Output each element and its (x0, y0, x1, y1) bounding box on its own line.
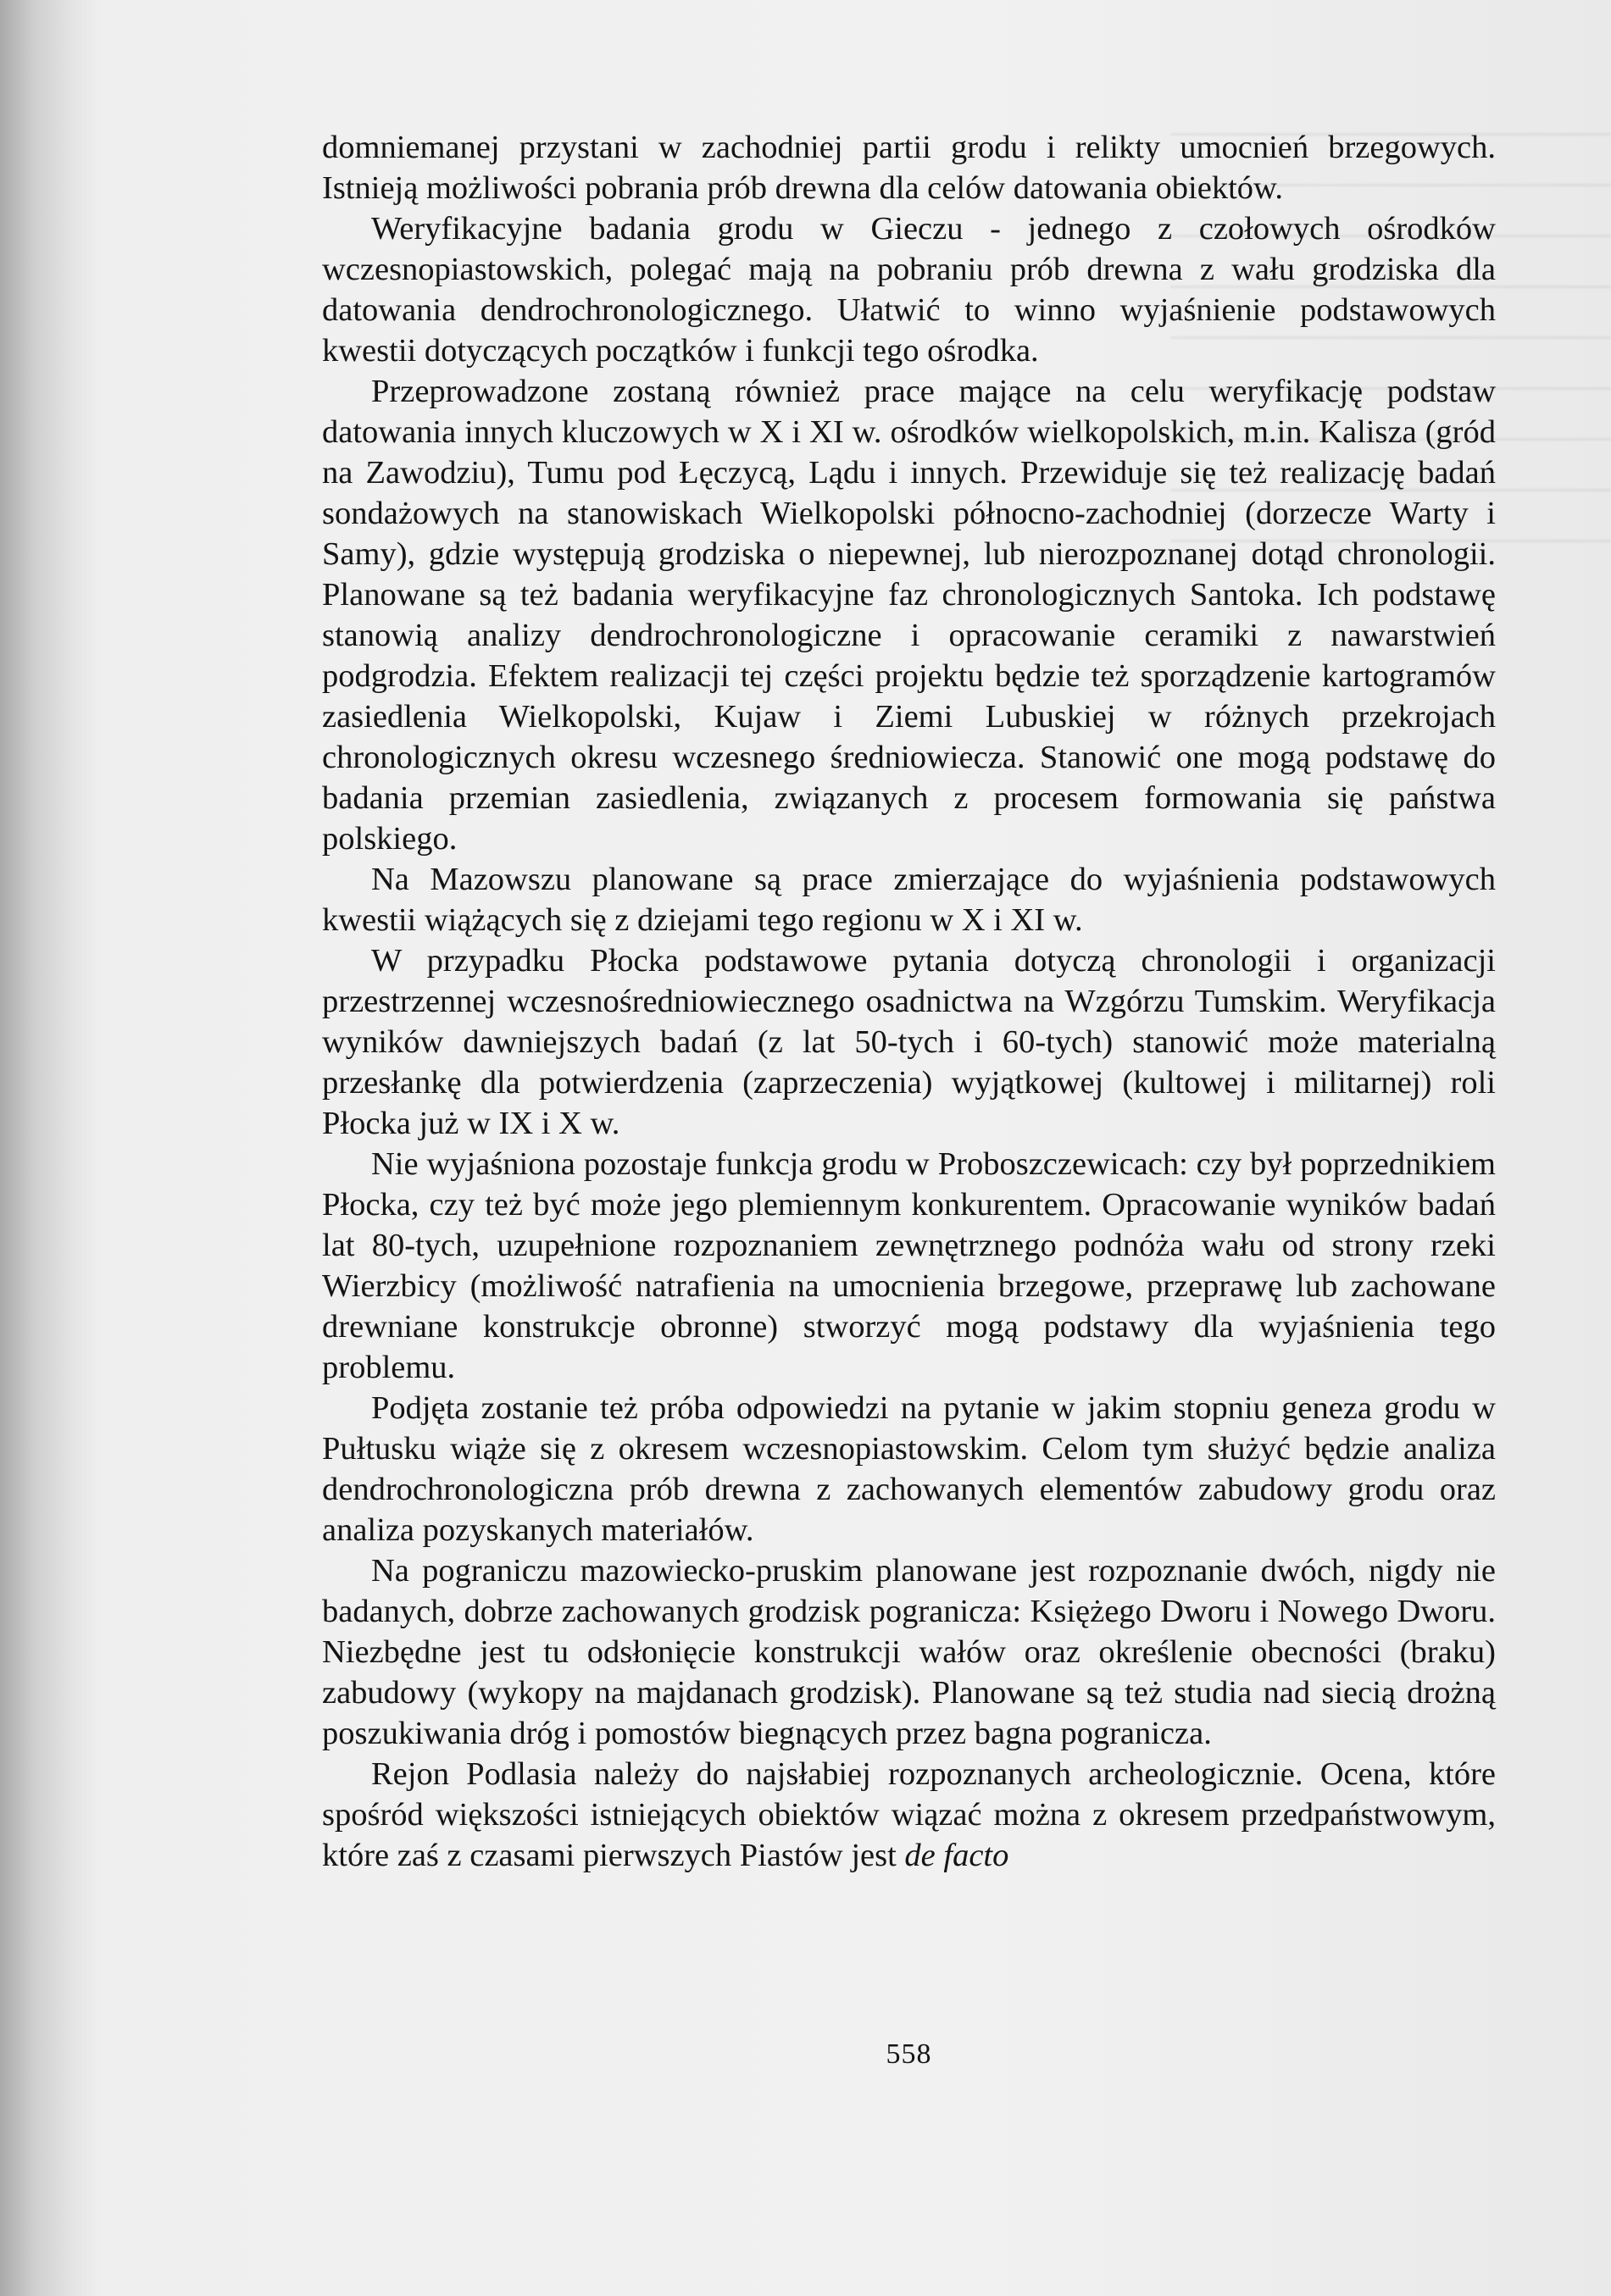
paragraph-1: domniemanej przystani w zachodniej partii grodu i relikty umocnień brzegowych. Istnieją możliwości pobrania prób drewna dla celów datowania obiektów. (322, 130, 1496, 206)
document-page (322, 127, 1496, 2177)
paragraph-6: Nie wyjaśniona pozostaje funkcja grodu w Proboszczewicach: czy był poprzednikiem Płocka, czy też być może jego plemiennym konkurentem. Opracowanie wyników badań lat 80-tych, uzupełnione rozpoznaniem zewnętrznego podnóża wału od strony rzeki Wierzbicy (możliwość natrafienia na umocnienia brzegowe, przeprawę lub zachowane drewniane konstrukcje obronne) stworzyć mogą podstawy dla wyjaśnienia tego problemu. (322, 1146, 1496, 1385)
paragraph-4: Na Mazowszu planowane są prace zmierzające do wyjaśnienia podstawowych kwestii wiążących się z dziejami tego regionu w X i XI w. (322, 862, 1496, 938)
paragraph-9 (322, 1754, 1496, 1876)
paragraph-2: Weryfikacyjne badania grodu w Gieczu - jednego z czołowych ośrodków wczesnopiastowskich, polegać mają na pobraniu prób drewna z wału grodziska dla datowania dendrochronologicznego. Ułatwić to winno wyjaśnienie podstawowych kwestii dotyczących początków i funkcji tego ośrodka. (322, 211, 1496, 369)
page-number: 558 (886, 2038, 932, 2070)
paragraph-9-text: Rejon Podlasia należy do najsłabiej rozpoznanych archeologicznie. Ocena, które spośród większości istniejących obiektów wiązać można z okresem przedpaństwowym, które zaś z czasami pierwszych Piastów jest (322, 1756, 1496, 1873)
paragraph-3: Przeprowadzone zostaną również prace mające na celu weryfikację podstaw datowania innych kluczowych w X i XI w. ośrodków wielkopolskich, m.in. Kalisza (gród na Zawodziu), Tumu pod Łęczycą, Lądu i innych. Przewiduje się też realizację badań sondażowych na stanowiskach Wielkopolski północno-zachodniej (dorzecze Warty i Samy), gdzie występują grodziska o niepewnej, lub nierozpoznanej dotąd chronologii. Planowane są też badania weryfikacyjne faz chronologicznych Santoka. Ich podstawę stanowią analizy dendrochronologiczne i opracowanie ceramiki z nawarstwień podgrodzia. Efektem realizacji tej części projektu będzie też sporządzenie kartogramów zasiedlenia Wielkopolski, Kujaw i Ziemi Lubuskiej w różnych przekrojach chronologicznych okresu wczesnego średniowiecza. Stanowić one mogą podstawę do badania przemian zasiedlenia, związanych z procesem formowania się państwa polskiego. (322, 374, 1496, 857)
body-text (322, 127, 1496, 1876)
paragraph-5: W przypadku Płocka podstawowe pytania dotyczą chronologii i organizacji przestrzennej wczesnośredniowiecznego osadnictwa na Wzgórzu Tumskim. Weryfikacja wyników dawniejszych badań (z lat 50-tych i 60-tych) stanowić może materialną przesłankę dla potwierdzenia (zaprzeczenia) wyjątkowej (kultowej i militarnej) roli Płocka już w IX i X w. (322, 943, 1496, 1141)
binding-shadow (0, 0, 102, 2296)
paragraph-7: Podjęta zostanie też próba odpowiedzi na pytanie w jakim stopniu geneza grodu w Pułtusku wiąże się z okresem wczesnopiastowskim. Celom tym służyć będzie analiza dendrochronologiczna prób drewna z zachowanych elementów zabudowy grodu oraz analiza pozyskanych materiałów. (322, 1390, 1496, 1548)
paragraph-8: Na pograniczu mazowiecko-pruskim planowane jest rozpoznanie dwóch, nigdy nie badanych, dobrze zachowanych grodzisk pogranicza: Księżego Dworu i Nowego Dworu. Niezbędne jest tu odsłonięcie konstrukcji wałów oraz określenie obecności (braku) zabudowy (wykopy na majdanach grodzisk). Planowane są też studia nad siecią drożną poszukiwania dróg i pomostów biegnących przez bagna pogranicza. (322, 1553, 1496, 1751)
paragraph-9-italic: de facto (904, 1838, 1009, 1873)
